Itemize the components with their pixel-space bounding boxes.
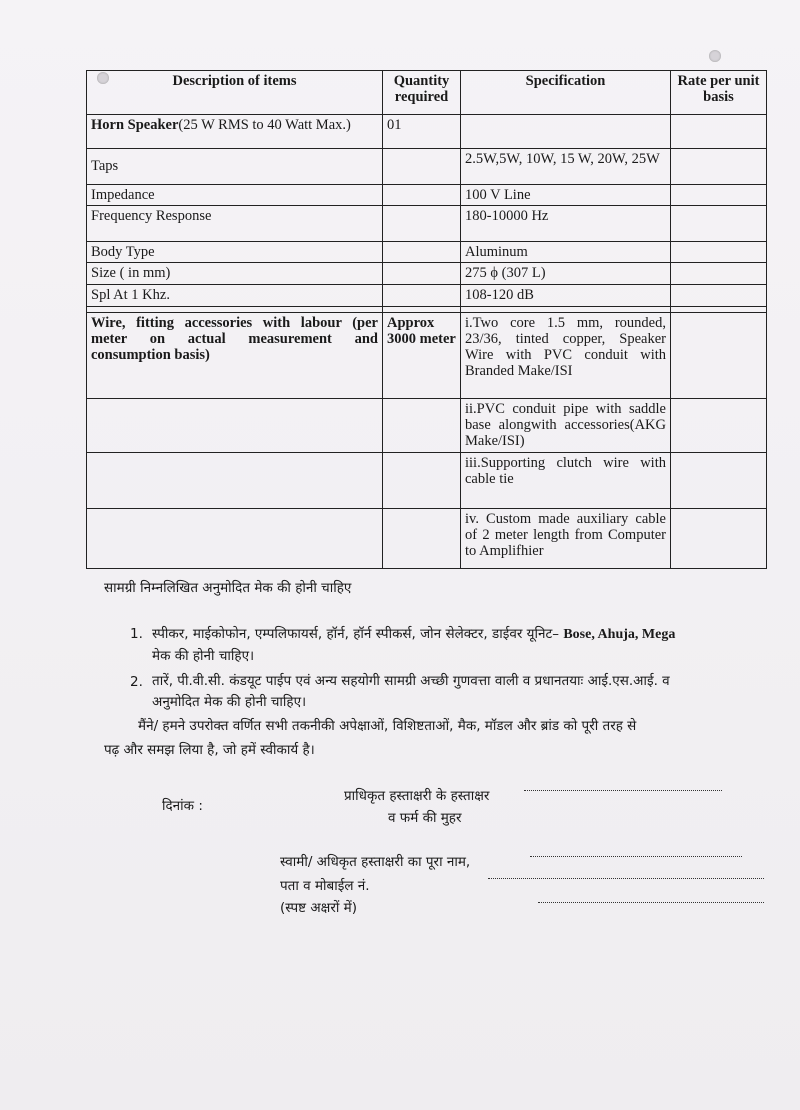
- desc-cell: [87, 452, 383, 508]
- impedance-label: Impedance: [87, 185, 383, 206]
- spl-spec: 108-120 dB: [461, 284, 671, 306]
- rate-cell: [671, 185, 767, 206]
- taps-spec: 2.5W,5W, 10W, 15 W, 20W, 25W: [461, 149, 671, 185]
- signature-label: प्राधिकृत हस्ताक्षरी के हस्ताक्षर: [344, 788, 490, 804]
- wire-quantity: Approx 3000 meter: [383, 312, 461, 398]
- header-description: Description of items: [87, 71, 383, 115]
- body-type-label: Body Type: [87, 242, 383, 263]
- note-2-text: तारें, पी.वी.सी. कंडयूट पाईप एवं अन्य सहयोगी सामग्री अच्छी गुणवत्ता वाली व प्रधानतयाः आई.एस.आई. व: [152, 673, 670, 689]
- rate-cell: [671, 206, 767, 242]
- qty-cell: [383, 242, 461, 263]
- clear-letters-label: (स्पष्ट अक्षरों में): [280, 900, 358, 916]
- rate-cell: [671, 284, 767, 306]
- horn-speaker-name: Horn Speaker: [91, 117, 179, 133]
- name-label: स्वामी/ अधिकृत हस्ताक्षरी का पूरा नाम,: [280, 854, 471, 870]
- horn-rate-cell: [671, 115, 767, 149]
- note-1-brands: Bose, Ahuja, Mega: [563, 627, 676, 642]
- rate-cell: [671, 312, 767, 398]
- declaration-line-2: पढ़ और समझ लिया है, जो हमें स्वीकार्य है।: [104, 742, 315, 758]
- size-spec: 275 ϕ (307 L): [461, 263, 671, 284]
- frequency-label: Frequency Response: [87, 206, 383, 242]
- header-specification: Specification: [461, 71, 671, 115]
- seal-label: व फर्म की मुहर: [388, 810, 462, 826]
- size-label: Size ( in mm): [87, 263, 383, 284]
- rate-cell: [671, 242, 767, 263]
- qty-cell: [383, 452, 461, 508]
- note-1-number: 1.: [130, 626, 143, 642]
- qty-cell: [383, 508, 461, 568]
- wire-spec-3: iii.Supporting clutch wire with cable tie: [461, 452, 671, 508]
- punch-hole: [709, 50, 721, 62]
- qty-cell: [383, 206, 461, 242]
- address-label: पता व मोबाईल नं.: [280, 878, 370, 894]
- wire-spec-1: i.Two core 1.5 mm, rounded, 23/36, tinted copper, Speaker Wire with PVC conduit with Branded Make/ISI: [461, 312, 671, 398]
- desc-cell: [87, 398, 383, 452]
- spl-label: Spl At 1 Khz.: [87, 284, 383, 306]
- impedance-spec: 100 V Line: [461, 185, 671, 206]
- rate-cell: [671, 508, 767, 568]
- rate-cell: [671, 263, 767, 284]
- wire-spec-4: iv. Custom made auxiliary cable of 2 meter length from Computer to Amplifhier: [461, 508, 671, 568]
- qty-cell: [383, 398, 461, 452]
- body-type-spec: Aluminum: [461, 242, 671, 263]
- note-1-text: [152, 624, 772, 643]
- header-rate: Rate per unit basis: [671, 71, 767, 115]
- declaration-line-1: मैंने/ हमने उपरोक्त वर्णित सभी तकनीकी अपेक्षाओं, विशिष्टताओं, मैक, मॉडल और ब्रांड को पूरी तरह से: [138, 718, 637, 734]
- rate-cell: [671, 452, 767, 508]
- approved-make-heading: सामग्री निम्नलिखित अनुमोदित मेक की होनी चाहिए: [104, 580, 352, 596]
- date-label: दिनांक :: [162, 798, 203, 814]
- wire-spec-2: ii.PVC conduit pipe with saddle base alongwith accessories(AKG Make/ISI): [461, 398, 671, 452]
- header-quantity: Quantity required: [383, 71, 461, 115]
- name-line: [530, 856, 742, 857]
- wire-title: Wire, fitting accessories with labour (per meter on actual measurement and consumption basis): [87, 312, 383, 398]
- qty-cell: [383, 185, 461, 206]
- note-1-continuation: मेक की होनी चाहिए।: [152, 648, 255, 664]
- note-1-items: स्पीकर, माईकोफोन, एम्पलिफायर्स, हॉर्न, हॉर्न स्पीकर्स, जोन सेलेक्टर, डाईवर यूनिट–: [152, 626, 560, 642]
- address-line: [488, 878, 764, 879]
- clear-line: [538, 902, 764, 903]
- rate-cell: [671, 398, 767, 452]
- horn-spec-empty: [461, 115, 671, 149]
- taps-label: Taps: [87, 149, 383, 185]
- horn-speaker-rating: (25 W RMS to 40 Watt Max.): [178, 117, 351, 133]
- horn-speaker-title: [87, 115, 383, 149]
- rate-cell: [671, 149, 767, 185]
- qty-cell: [383, 149, 461, 185]
- frequency-spec: 180-10000 Hz: [461, 206, 671, 242]
- horn-quantity: 01: [383, 115, 461, 149]
- qty-cell: [383, 284, 461, 306]
- signature-line: [524, 790, 722, 791]
- desc-cell: [87, 508, 383, 568]
- note-2-continuation: अनुमोदित मेक की होनी चाहिए।: [152, 694, 307, 710]
- qty-cell: [383, 263, 461, 284]
- note-2-number: 2.: [130, 674, 143, 690]
- specification-table: [86, 70, 767, 569]
